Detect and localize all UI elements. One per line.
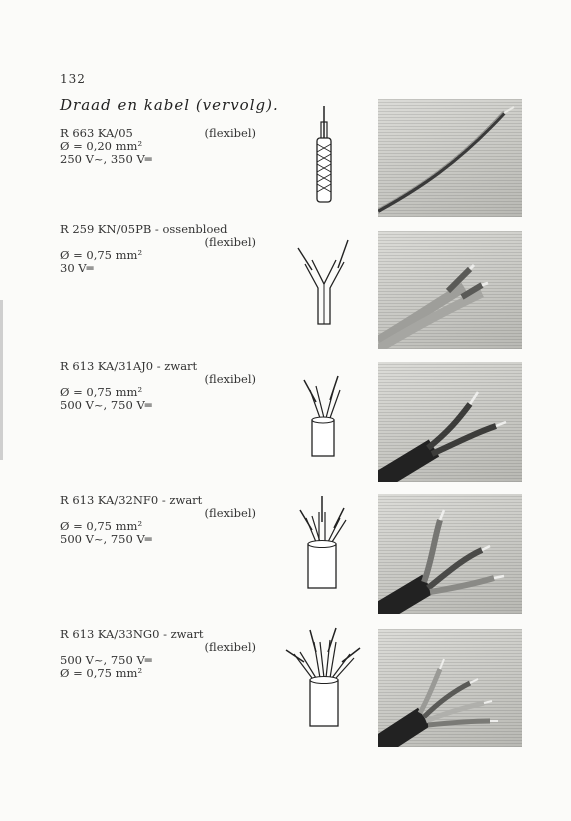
cable-photo-5 [378,629,522,747]
cable-entry-5 [60,628,256,680]
cable-voltage: 500 V~, 750 V═ [60,398,152,412]
page-number: 132 [60,72,86,86]
cable-spec: Ø = 0,75 mm² [60,385,143,399]
flex-label: (flexibel) [204,640,256,654]
twin-flat-wire-drawing [290,238,360,330]
flex-label: (flexibel) [204,506,256,520]
cable-spec: Ø = 0,75 mm² [60,248,143,262]
cable-spec: Ø = 0,75 mm² [60,666,143,680]
cable-spec: Ø = 0,75 mm² [60,519,143,533]
single-wire-drawing [300,102,350,206]
page-edge-mark [0,300,3,460]
cable-entry-1 [60,127,256,166]
page-title: Draad en kabel (vervolg). [60,96,279,114]
four-core-cable-drawing [284,622,364,732]
wire-photo-2 [378,231,522,349]
cable-code: R 613 KA/32NF0 - zwart [60,493,203,507]
cable-code: R 613 KA/31AJ0 - zwart [60,359,198,373]
cable-entry-4 [60,494,256,546]
cable-entry-3 [60,360,256,412]
cable-photo-4 [378,494,522,614]
flex-label: (flexibel) [204,126,256,140]
cable-voltage: 500 V~, 750 V═ [60,532,152,546]
cable-photo-3 [378,362,522,482]
cable-code: R 259 KN/05PB - ossenbloed [60,222,228,236]
cable-code: R 613 KA/33NG0 - zwart [60,627,204,641]
two-core-cable-drawing [296,374,356,460]
cable-spec: Ø = 0,20 mm² [60,139,143,153]
cable-voltage: 250 V~, 350 V═ [60,152,152,166]
flex-label: (flexibel) [204,235,256,249]
wire-photo-1 [378,99,522,217]
cable-entry-2 [60,223,256,275]
cable-code: R 663 KA/05 [60,126,133,140]
cable-voltage: 500 V~, 750 V═ [60,653,152,667]
flex-label: (flexibel) [204,372,256,386]
cable-voltage: 30 V═ [60,261,94,275]
three-core-cable-drawing [294,494,354,592]
